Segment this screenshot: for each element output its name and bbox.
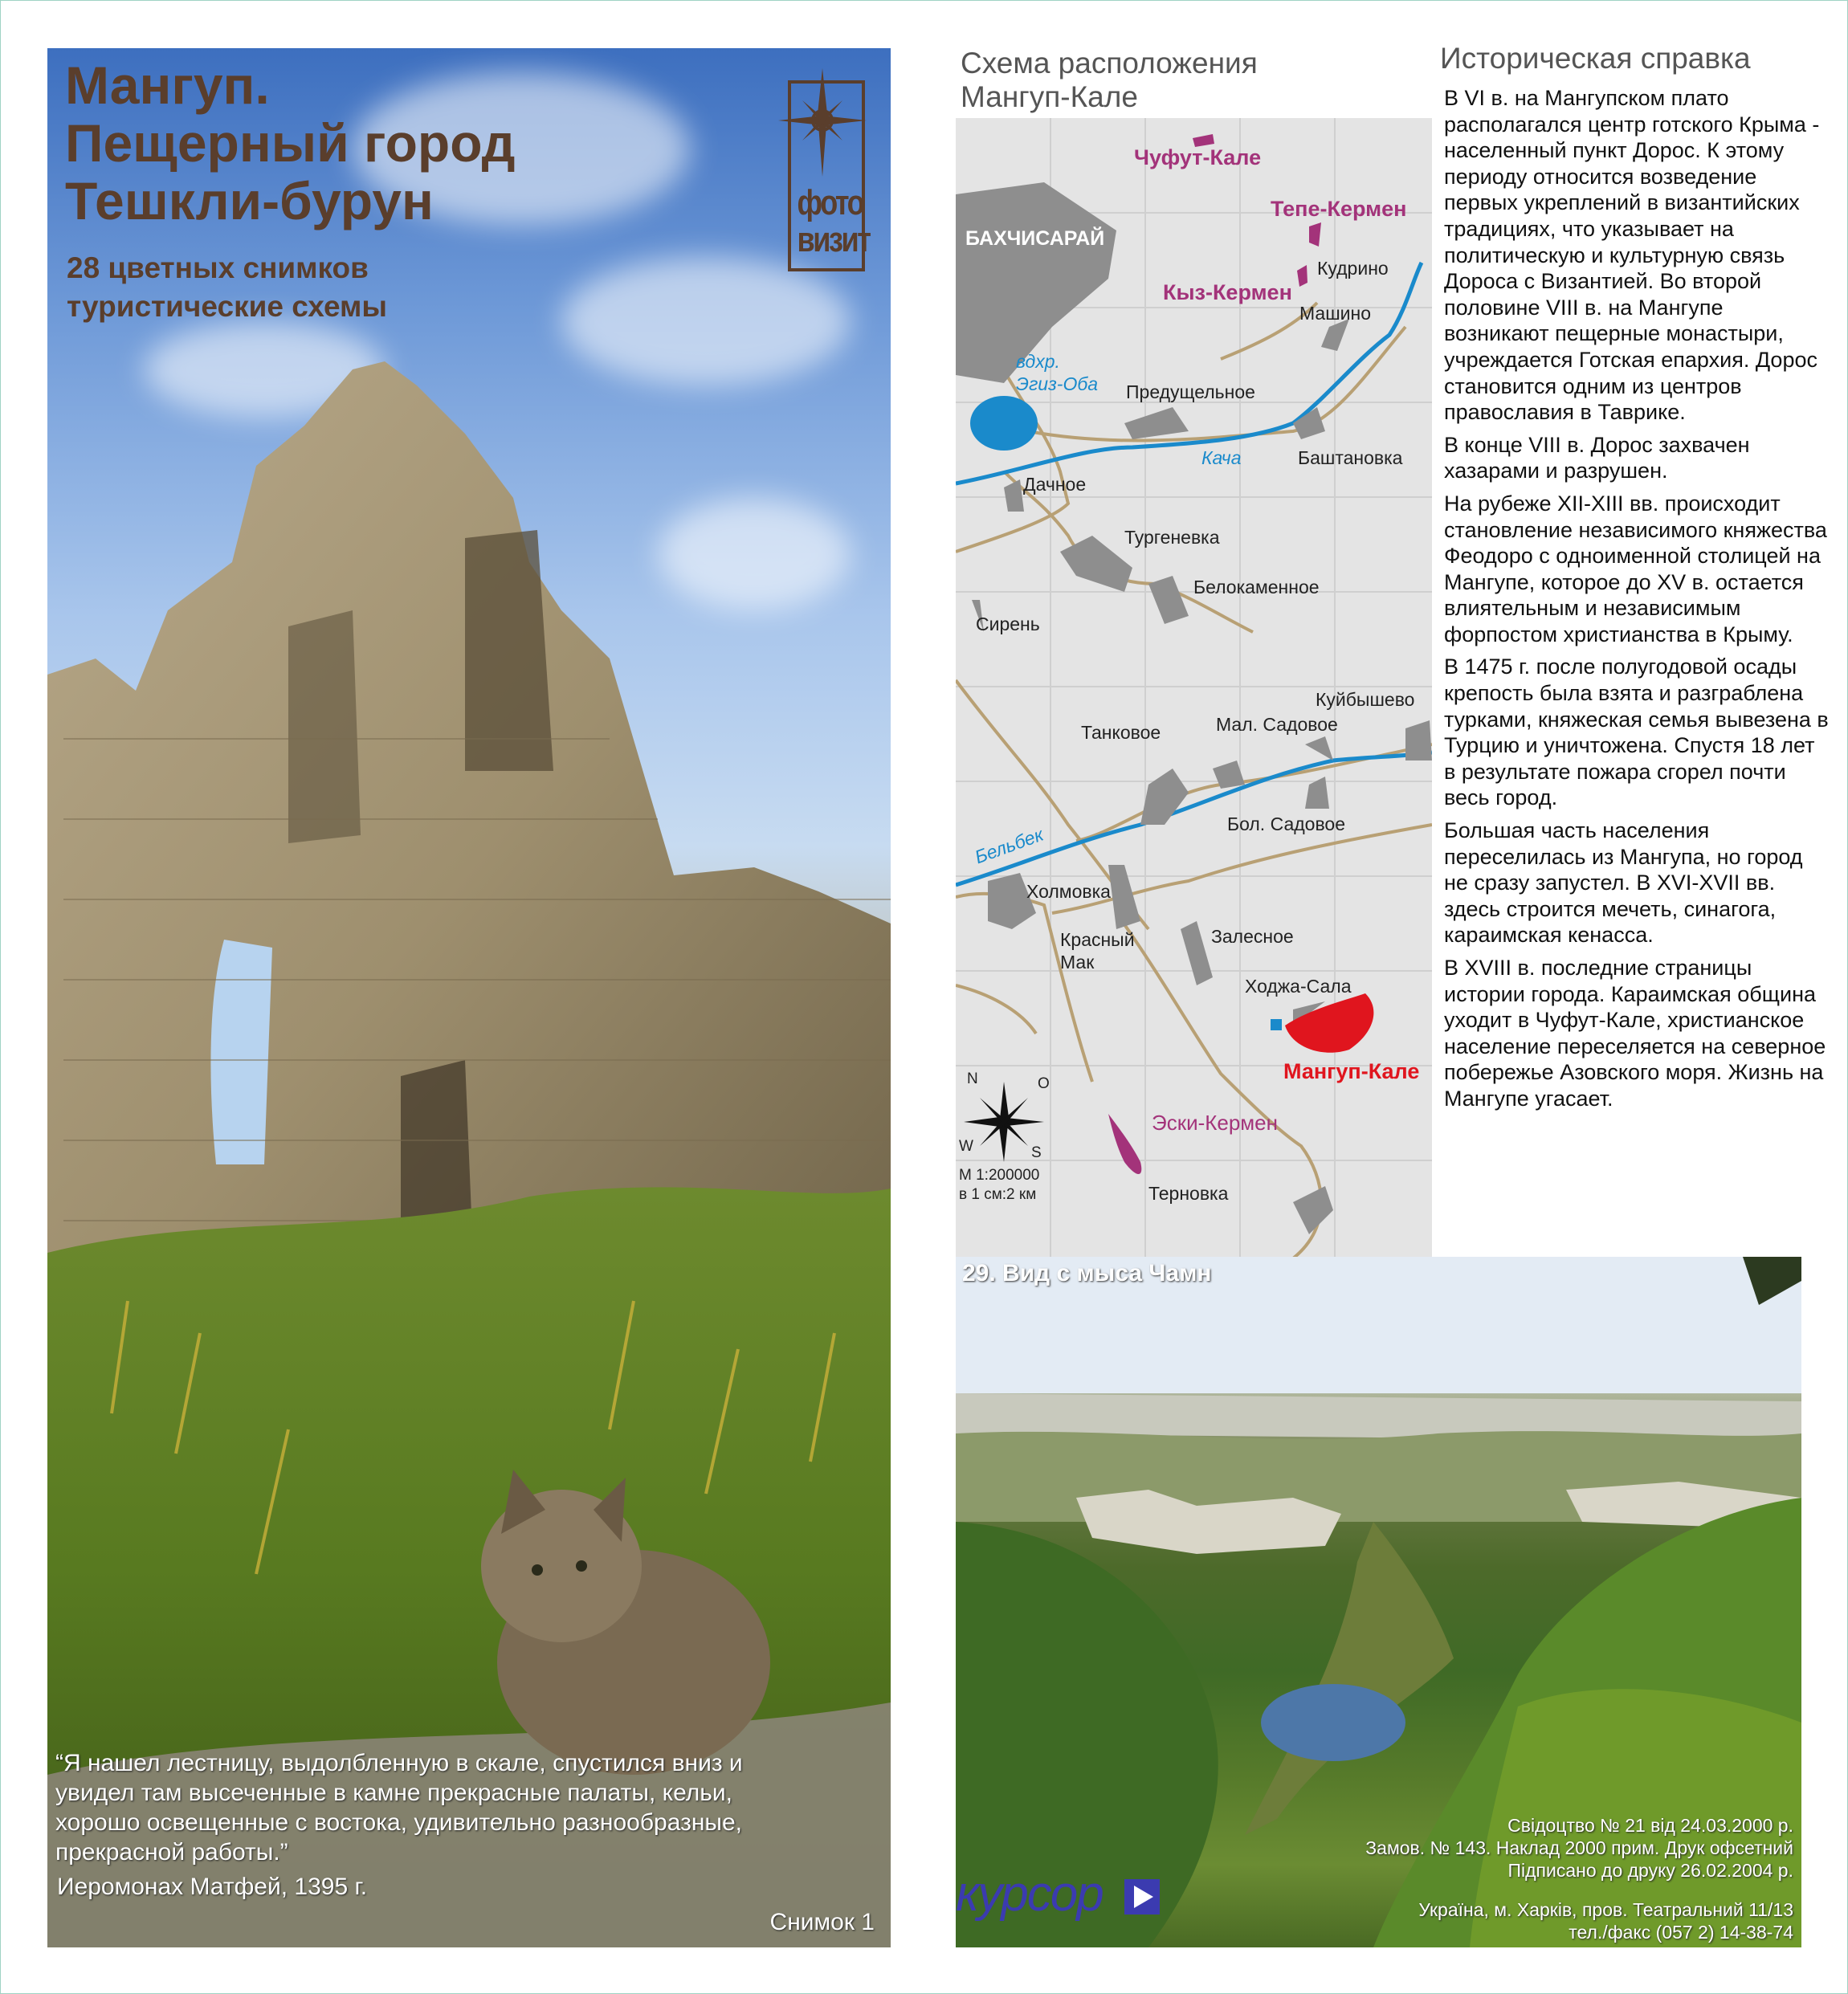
map-label-kyz-kermen: Кыз-Кермен [1163,280,1292,304]
foto-vizit-logo [778,64,870,273]
history-text [1444,85,1831,1119]
map-title [961,47,1258,114]
map-label-tankovoe: Танковое [1081,722,1161,743]
imprint-line: Замов. № 143. Наклад 2000 прим. Друк офсетний [1365,1837,1793,1858]
map-label-mashino: Машино [1299,303,1372,324]
title-line: Пещерный город [65,113,516,173]
history-paragraph: В конце VIII в. Дорос захвачен хазарами и разрушен. [1444,432,1750,483]
imprint-line: Україна, м. Харків, пров. Театральний 11/13 [1418,1899,1793,1920]
history-paragraph: В VI в. на Мангупском плато располагался центр готского Крыма - населенный пункт Дорос. К этому периоду относится возведение первых укреплений в византийских традициях, что указывает на политическую и культурную связь Дороса с Византией. Во второй половине VIII в. на Мангупе возникают пещерные монастыри, учреждается Готская епархия. Дорос становится одним из центров православия в Таврике. [1444,86,1820,425]
logo-line: визит [797,220,870,259]
map-label-khodzha-sala: Ходжа-Сала [1245,976,1352,997]
map-label-tepe-kermen: Тепе-Кермен [1271,197,1407,221]
map-label-kacha-river: Кача [1201,447,1242,468]
logo-wordmark [797,183,870,259]
map-label-dachnoe: Дачное [1023,474,1087,495]
map-label-zalesnoe: Залесное [1211,926,1294,947]
publisher-play-icon [1124,1879,1160,1914]
history-title: Историческая справка [1440,42,1751,75]
map-label-bashtanovka: Баштановка [1298,447,1403,468]
compass-star-icon [778,64,867,185]
map-label-bol-sadovoe: Бол. Садовое [1227,814,1345,834]
map-label-chufut-kale: Чуфут-Кале [1134,145,1262,169]
imprint-line: Підписано до друку 26.02.2004 р. [1507,1860,1793,1881]
history-paragraph: На рубеже XII-XIII вв. происходит становление независимого княжества Феодоро с одноименной столицей на Мангупе, которое до XV в. остается влиятельным и независимым форпостом христианства в Крыму. [1444,491,1827,646]
reservoir-egiz-oba [970,396,1038,451]
imprint-line: тел./факс (057 2) 14-38-74 [1569,1922,1793,1943]
history-paragraph: В 1475 г. после полугодовой осады крепость была взята и разграблена турками, княжеская семья вывезена в Турцию и уничтожена. Спустя 18 лет в результате пожара сгорел почти весь город. [1444,654,1829,810]
map-scale-note: в 1 см:2 км [959,1186,1037,1203]
history-paragraph: В XVIII в. последние страницы истории города. Караимская община уходит в Чуфут-Кале, христианское население переселяется на северное побережье Азовского моря. Жизнь на Мангупе угасает. [1444,956,1826,1111]
title-line: Мангуп. [65,55,270,115]
map-label-reservoir: вдхр. [1016,351,1060,372]
subtitle-line: туристические схемы [67,290,387,323]
ruin-wall-illustration [47,48,891,1947]
map-label-kholmovka: Холмовка [1026,881,1111,902]
photo-caption: 29. Вид с мыса Чамн [962,1260,1212,1287]
map-label-egiz-oba: Эгиз-Оба [1016,373,1099,394]
brochure-title [65,56,516,230]
map-label-turgenevka: Тургеневка [1124,527,1220,548]
quote-text: “Я нашел лестницу, выдолбленную в скале, спустился вниз и увидел там высеченные в камне прекрасные палаты, кельи, хорошо освещенные с востока, удивительно разнообразные, прекрасной работы.” [55,1750,743,1866]
subtitle-line: 28 цветных снимков [67,251,369,284]
title-line: Тешкли-бурун [65,171,434,230]
photo-number-label: Снимок 1 [769,1909,875,1935]
map-label-krasny: Красный [1060,929,1135,950]
map-label-ternovka: Терновка [1148,1183,1229,1204]
mangup-kale-plateau [1285,993,1373,1053]
map-label-predushchelnoe: Предущельное [1126,381,1255,402]
map-label-kudrino: Кудрино [1317,258,1389,279]
map-title-line: Схема расположения [961,47,1258,80]
quote-author: Иеромонах Матфей, 1395 г. [57,1874,368,1900]
map-label-kuybyshevo: Куйбышево [1316,689,1415,710]
map-label-belokamennoe: Белокаменное [1193,577,1320,597]
map-scale: М 1:200000 [959,1167,1040,1184]
brochure-subtitle [67,249,387,326]
cover-photo-panel [47,48,891,1947]
map-label-mak: Мак [1060,952,1095,973]
compass-w: W [959,1138,973,1155]
valley-photo [956,1257,1801,1947]
map-label-mal-sadovoe: Мал. Садовое [1216,714,1338,735]
map-title-line: Мангуп-Кале [961,80,1138,113]
map-label-mangup-kale: Мангуп-Кале [1283,1059,1420,1083]
history-paragraph: Большая часть населения переселилась из Мангупа, но город не сразу запустел. В XVI-XVII вв. здесь строится мечеть, синагога, караимская кенасса. [1444,818,1803,948]
location-map [956,118,1432,1258]
map-label-belbek-river: Бельбек [972,823,1046,868]
map-label-eski-kermen: Эски-Кермен [1152,1111,1279,1135]
map-label-siren: Сирень [976,614,1040,634]
publisher-logo: курсор [956,1866,1103,1922]
compass-o: O [1038,1075,1050,1092]
compass-n: N [967,1070,978,1087]
logo-line: фото [797,183,863,222]
imprint-line: Свідоцтво № 21 від 24.03.2000 р. [1507,1815,1793,1836]
mangup-water-marker [1271,1019,1282,1030]
map-label-bakhchisaray: БАХЧИСАРАЙ [965,227,1105,250]
compass-s: S [1031,1144,1042,1161]
